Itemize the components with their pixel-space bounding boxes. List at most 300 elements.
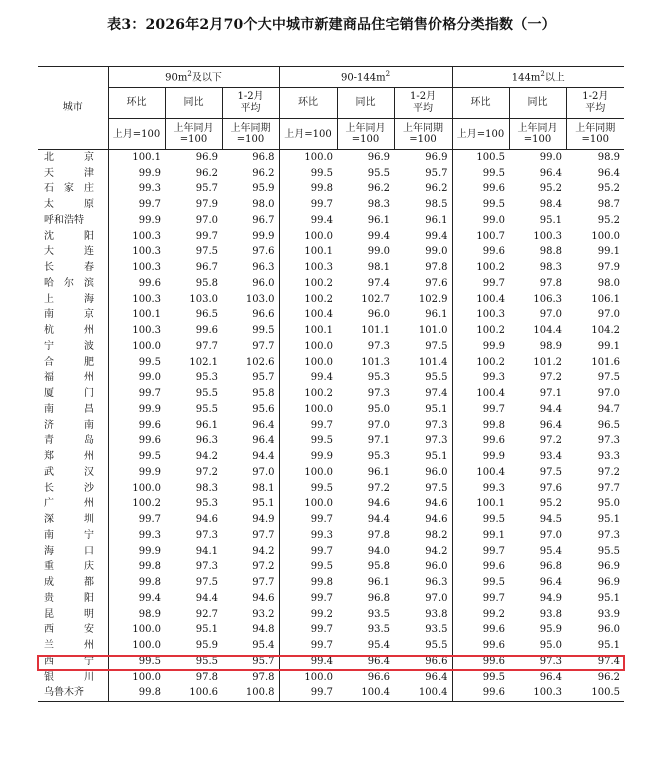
base-header-yoy: 上年同月 =100: [509, 119, 566, 150]
index-value: 100.2: [279, 276, 337, 292]
base-header-yoy: 上年同月 =100: [165, 119, 222, 150]
table-body: [38, 150, 624, 702]
index-value: 97.7: [252, 529, 275, 541]
index-value: 99.6: [452, 182, 509, 198]
index-value: 97.5: [425, 482, 448, 494]
index-value: 96.3: [195, 435, 218, 447]
index-value: 100.0: [108, 623, 165, 639]
index-value: 99.9: [452, 339, 509, 355]
city-name: 济 南: [44, 419, 94, 431]
index-value: 96.4: [539, 167, 563, 179]
index-value: 102.7: [361, 293, 391, 305]
index-value: 100.4: [452, 292, 509, 308]
index-value: 100.0: [279, 670, 337, 686]
index-value: 95.5: [597, 545, 621, 557]
city-name: 福 州: [44, 372, 94, 384]
index-value: 98.0: [597, 277, 621, 289]
index-value: 93.3: [597, 451, 621, 463]
index-value: 100.4: [452, 386, 509, 402]
index-value: 97.5: [195, 246, 218, 258]
index-value: 94.4: [539, 403, 563, 415]
index-value: 97.6: [425, 277, 448, 289]
sub-header-ytd: 1-2月 平均: [222, 88, 279, 119]
index-value: 97.5: [597, 372, 621, 384]
index-value: 93.8: [539, 608, 563, 620]
index-value: 99.6: [452, 434, 509, 450]
index-value: 100.3: [533, 230, 563, 242]
index-value: 100.4: [452, 465, 509, 481]
index-value: 101.3: [361, 356, 391, 368]
index-value: 99.2: [452, 607, 509, 623]
index-value: 97.3: [425, 419, 448, 431]
table-row: [38, 544, 624, 560]
table-row: [38, 528, 624, 544]
index-value: 100.0: [108, 638, 165, 654]
index-value: 92.7: [195, 608, 218, 620]
index-value: 94.4: [367, 514, 391, 526]
city-name: 大 连: [44, 246, 94, 258]
index-value: 99.8: [108, 686, 165, 702]
index-value: 95.2: [539, 498, 563, 510]
city-name: 南 京: [44, 309, 94, 321]
index-value: 95.4: [367, 640, 391, 652]
index-value: 106.1: [591, 293, 621, 305]
index-value: 99.6: [452, 623, 509, 639]
index-value: 97.9: [597, 262, 621, 274]
index-value: 97.0: [597, 388, 621, 400]
city-name: 乌鲁木齐: [38, 686, 108, 702]
index-value: 99.8: [108, 575, 165, 591]
table-row: [38, 213, 624, 229]
city-name: 太 原: [44, 199, 94, 211]
index-value: 96.1: [425, 309, 448, 321]
table-row: [38, 166, 624, 182]
index-value: 99.6: [452, 560, 509, 576]
index-value: 97.7: [252, 577, 275, 589]
group-header-144: $144m^2$以上: [452, 67, 624, 88]
index-value: 99.5: [452, 670, 509, 686]
index-value: 99.0: [108, 371, 165, 387]
index-value: 99.3: [108, 182, 165, 198]
index-value: 98.3: [539, 262, 563, 274]
index-value: 99.4: [279, 213, 337, 229]
base-header-mom: 上月=100: [108, 119, 165, 150]
index-value: 97.2: [597, 466, 621, 478]
index-value: 101.0: [418, 325, 448, 337]
index-value: 100.1: [108, 150, 165, 166]
index-value: 96.8: [367, 592, 391, 604]
index-value: 97.3: [195, 561, 218, 573]
table-row: [38, 481, 624, 497]
index-value: 97.8: [367, 529, 391, 541]
table-row: [38, 339, 624, 355]
index-value: 100.0: [108, 670, 165, 686]
index-value: 100.0: [279, 339, 337, 355]
index-value: 99.5: [279, 434, 337, 450]
index-value: 97.3: [597, 435, 621, 447]
table-row: [38, 560, 624, 576]
index-value: 100.1: [452, 497, 509, 513]
index-value: 94.0: [367, 545, 391, 557]
group-header-90-144: $90-144m^2$: [279, 67, 452, 88]
index-value: 97.1: [367, 435, 391, 447]
table-title: 表3：2026年2月70个大中城市新建商品住宅销售价格分类指数（一）: [107, 17, 556, 33]
index-value: 97.4: [597, 655, 621, 667]
index-value: 95.8: [252, 388, 275, 400]
index-value: 96.6: [425, 655, 448, 667]
index-value: 99.6: [452, 654, 509, 670]
city-name: 合 肥: [44, 356, 94, 368]
index-value: 99.3: [108, 528, 165, 544]
index-value: 93.8: [425, 608, 448, 620]
index-value: 94.2: [195, 451, 218, 463]
index-value: 96.2: [195, 167, 218, 179]
index-value: 97.0: [252, 466, 275, 478]
sub-header-mom: 环比: [452, 88, 509, 119]
index-value: 104.4: [533, 325, 563, 337]
index-value: 93.4: [539, 451, 563, 463]
index-value: 96.9: [597, 561, 621, 573]
city-column-header: 城市: [38, 67, 108, 150]
index-value: 100.0: [108, 481, 165, 497]
index-value: 100.4: [394, 686, 452, 702]
index-value: 97.8: [539, 277, 563, 289]
city-name: 贵 阳: [44, 592, 94, 604]
table-row: [38, 245, 624, 261]
index-value: 96.8: [539, 561, 563, 573]
index-value: 94.4: [252, 451, 275, 463]
index-value: 102.6: [245, 356, 275, 368]
table-row: [38, 449, 624, 465]
index-value: 99.9: [279, 449, 337, 465]
index-value: 100.4: [337, 686, 394, 702]
index-value: 106.3: [533, 293, 563, 305]
city-name: 南 宁: [44, 529, 94, 541]
index-value: 97.7: [252, 340, 275, 352]
index-value: 95.9: [252, 183, 275, 195]
index-value: 96.3: [252, 262, 275, 274]
index-value: 95.5: [425, 372, 448, 384]
city-name: 郑 州: [44, 451, 94, 463]
index-value: 98.9: [539, 340, 563, 352]
sub-header-yoy: 同比: [509, 88, 566, 119]
index-value: 99.3: [279, 528, 337, 544]
city-name: 广 州: [44, 498, 94, 510]
base-header-ytd: 上年同期 =100: [566, 119, 624, 150]
table-row: [38, 402, 624, 418]
table-row: [38, 654, 624, 670]
index-value: 97.2: [539, 435, 563, 447]
index-value: 98.1: [367, 262, 391, 274]
city-name: 杭 州: [44, 325, 94, 337]
city-name: 沈 阳: [44, 230, 94, 242]
index-value: 95.1: [539, 214, 563, 226]
index-value: 96.2: [252, 167, 275, 179]
index-value: 97.8: [195, 671, 218, 683]
table-row: [38, 229, 624, 245]
index-value: 94.6: [367, 498, 391, 510]
index-value: 100.4: [279, 308, 337, 324]
index-value: 99.5: [108, 654, 165, 670]
index-value: 100.0: [591, 230, 621, 242]
index-value: 97.0: [195, 214, 218, 226]
index-value: 99.0: [539, 151, 563, 163]
index-value: 95.9: [539, 624, 563, 636]
index-value: 97.0: [597, 309, 621, 321]
index-value: 100.0: [279, 229, 337, 245]
index-value: 99.7: [452, 276, 509, 292]
index-value: 96.4: [425, 671, 448, 683]
index-value: 95.2: [597, 183, 621, 195]
index-value: 99.5: [279, 481, 337, 497]
index-value: 99.5: [452, 166, 509, 182]
city-name: 武 汉: [44, 466, 94, 478]
index-value: 97.2: [539, 372, 563, 384]
table-row: [38, 197, 624, 213]
index-value: 94.5: [539, 514, 563, 526]
index-value: 97.3: [195, 529, 218, 541]
index-value: 101.4: [418, 356, 448, 368]
index-value: 94.6: [195, 514, 218, 526]
index-value: 99.5: [108, 355, 165, 371]
index-value: 99.7: [452, 402, 509, 418]
index-value: 99.6: [452, 638, 509, 654]
index-value: 99.9: [108, 166, 165, 182]
index-value: 96.6: [367, 671, 391, 683]
base-header-yoy: 上年同月 =100: [337, 119, 394, 150]
index-value: 95.3: [367, 372, 391, 384]
index-value: 99.5: [452, 197, 509, 213]
index-value: 95.1: [597, 640, 621, 652]
index-value: 97.3: [539, 655, 563, 667]
index-value: 97.4: [367, 277, 391, 289]
index-value: 99.9: [252, 230, 275, 242]
index-value: 95.9: [195, 640, 218, 652]
base-header-ytd: 上年同期 =100: [222, 119, 279, 150]
index-value: 99.9: [108, 402, 165, 418]
index-value: 100.2: [452, 260, 509, 276]
index-value: 99.5: [452, 512, 509, 528]
index-value: 99.7: [279, 686, 337, 702]
city-name: 青 岛: [44, 435, 94, 447]
index-value: 94.1: [195, 545, 218, 557]
index-value: 95.1: [597, 592, 621, 604]
city-name: 呼和浩特: [44, 214, 84, 226]
index-value: 100.5: [566, 686, 624, 702]
index-value: 96.4: [597, 167, 621, 179]
index-value: 100.3: [509, 686, 566, 702]
index-value: 99.3: [452, 371, 509, 387]
index-value: 99.7: [279, 544, 337, 560]
city-name: 哈 尔 滨: [44, 277, 94, 289]
index-value: 97.6: [539, 482, 563, 494]
index-value: 99.7: [279, 623, 337, 639]
index-value: 100.3: [108, 260, 165, 276]
index-value: 96.4: [367, 655, 391, 667]
table-row: [38, 575, 624, 591]
index-value: 98.1: [252, 482, 275, 494]
city-name: 深 圳: [44, 514, 94, 526]
index-value: 100.2: [108, 497, 165, 513]
index-value: 96.1: [195, 419, 218, 431]
index-value: 100.0: [279, 497, 337, 513]
index-value: 99.8: [452, 418, 509, 434]
table-row: [38, 607, 624, 623]
index-value: 98.3: [195, 482, 218, 494]
city-name: 天 津: [44, 167, 94, 179]
index-value: 97.3: [367, 340, 391, 352]
index-value: 96.4: [539, 577, 563, 589]
index-value: 99.6: [195, 325, 218, 337]
index-value: 98.0: [252, 199, 275, 211]
index-value: 97.0: [367, 419, 391, 431]
index-value: 98.7: [597, 199, 621, 211]
index-value: 93.5: [367, 608, 391, 620]
table-row: [38, 591, 624, 607]
index-value: 96.4: [252, 435, 275, 447]
table-header: [38, 67, 624, 150]
index-value: 96.0: [425, 466, 448, 478]
index-value: 100.0: [279, 355, 337, 371]
index-value: 95.5: [367, 167, 391, 179]
index-value: 99.6: [452, 245, 509, 261]
index-value: 99.6: [108, 418, 165, 434]
index-value: 94.6: [425, 514, 448, 526]
index-value: 99.5: [252, 325, 275, 337]
index-value: 95.3: [195, 498, 218, 510]
index-value: 103.0: [189, 293, 218, 305]
index-value: 100.3: [108, 292, 165, 308]
index-value: 95.1: [195, 624, 218, 636]
index-value: 99.4: [279, 654, 337, 670]
index-value: 99.7: [279, 197, 337, 213]
city-name: 重 庆: [44, 561, 94, 573]
index-value: 99.5: [279, 560, 337, 576]
index-value: 99.7: [452, 591, 509, 607]
index-value: 94.9: [539, 592, 563, 604]
city-name: 兰 州: [44, 640, 94, 652]
index-value: 99.7: [279, 638, 337, 654]
index-value: 96.1: [425, 214, 448, 226]
sub-header-mom: 环比: [108, 88, 165, 119]
index-value: 100.3: [452, 308, 509, 324]
index-value: 97.7: [597, 482, 621, 494]
index-value: 97.7: [195, 340, 218, 352]
index-value: 98.5: [425, 199, 448, 211]
index-value: 94.8: [252, 624, 275, 636]
index-value: 95.5: [195, 403, 218, 415]
base-header-ytd: 上年同期 =100: [394, 119, 452, 150]
index-value: 96.2: [425, 183, 448, 195]
index-value: 100.2: [279, 292, 337, 308]
index-value: 97.0: [539, 309, 563, 321]
index-value: 100.0: [279, 465, 337, 481]
city-name: 成 都: [44, 577, 94, 589]
city-name: 北 京: [44, 151, 94, 163]
table-row: [38, 292, 624, 308]
index-value: 99.4: [279, 371, 337, 387]
table-row: [38, 623, 624, 639]
index-value: 95.5: [425, 640, 448, 652]
index-value: 99.4: [108, 591, 165, 607]
city-name: 长 沙: [44, 482, 94, 494]
index-value: 99.1: [597, 340, 621, 352]
index-value: 96.9: [425, 151, 448, 163]
index-value: 97.3: [425, 435, 448, 447]
table-row: [38, 276, 624, 292]
sub-header-yoy: 同比: [165, 88, 222, 119]
index-value: 95.2: [597, 214, 621, 226]
index-value: 100.2: [279, 386, 337, 402]
index-value: 96.0: [425, 561, 448, 573]
index-value: 100.8: [222, 686, 279, 702]
index-value: 93.5: [425, 624, 448, 636]
index-value: 99.5: [452, 575, 509, 591]
index-value: 96.3: [425, 577, 448, 589]
index-value: 96.6: [252, 309, 275, 321]
index-value: 94.2: [425, 545, 448, 557]
city-name: 西 宁: [44, 655, 94, 667]
index-value: 99.9: [108, 213, 165, 229]
city-name: 上 海: [44, 293, 94, 305]
sub-header-mom: 环比: [279, 88, 337, 119]
index-value: 99.3: [452, 481, 509, 497]
index-value: 100.5: [452, 150, 509, 166]
index-value: 99.1: [597, 246, 621, 258]
index-value: 96.0: [252, 277, 275, 289]
index-value: 99.9: [108, 465, 165, 481]
index-value: 97.3: [367, 388, 391, 400]
index-value: 95.3: [195, 372, 218, 384]
index-value: 99.7: [452, 544, 509, 560]
index-value: 95.3: [367, 451, 391, 463]
index-value: 96.1: [367, 466, 391, 478]
index-value: 95.1: [425, 403, 448, 415]
index-value: 99.0: [425, 246, 448, 258]
index-value: 99.6: [108, 434, 165, 450]
index-value: 100.3: [108, 323, 165, 339]
base-header-mom: 上月=100: [452, 119, 509, 150]
index-value: 99.7: [279, 591, 337, 607]
index-value: 100.2: [452, 355, 509, 371]
city-name: 石 家 庄: [44, 183, 94, 195]
sub-header-yoy: 同比: [337, 88, 394, 119]
index-value: 100.7: [452, 229, 509, 245]
index-value: 93.5: [367, 624, 391, 636]
table-row: [38, 465, 624, 481]
index-value: 101.1: [361, 325, 391, 337]
index-value: 99.8: [279, 182, 337, 198]
index-value: 94.9: [252, 514, 275, 526]
table-row: [38, 182, 624, 198]
index-value: 97.5: [539, 466, 563, 478]
table-row: [38, 371, 624, 387]
index-value: 95.7: [252, 372, 275, 384]
city-name: 南 昌: [44, 403, 94, 415]
sub-header-ytd: 1-2月 平均: [566, 88, 624, 119]
city-name: 西 安: [44, 624, 94, 636]
index-value: 94.7: [597, 403, 621, 415]
index-value: 98.9: [597, 151, 621, 163]
index-value: 99.0: [367, 246, 391, 258]
index-value: 94.2: [252, 545, 275, 557]
index-value: 100.0: [108, 339, 165, 355]
index-value: 99.7: [195, 230, 218, 242]
table-row: [38, 638, 624, 654]
sub-header-ytd: 1-2月 平均: [394, 88, 452, 119]
table-row: [38, 512, 624, 528]
index-value: 96.2: [597, 671, 621, 683]
